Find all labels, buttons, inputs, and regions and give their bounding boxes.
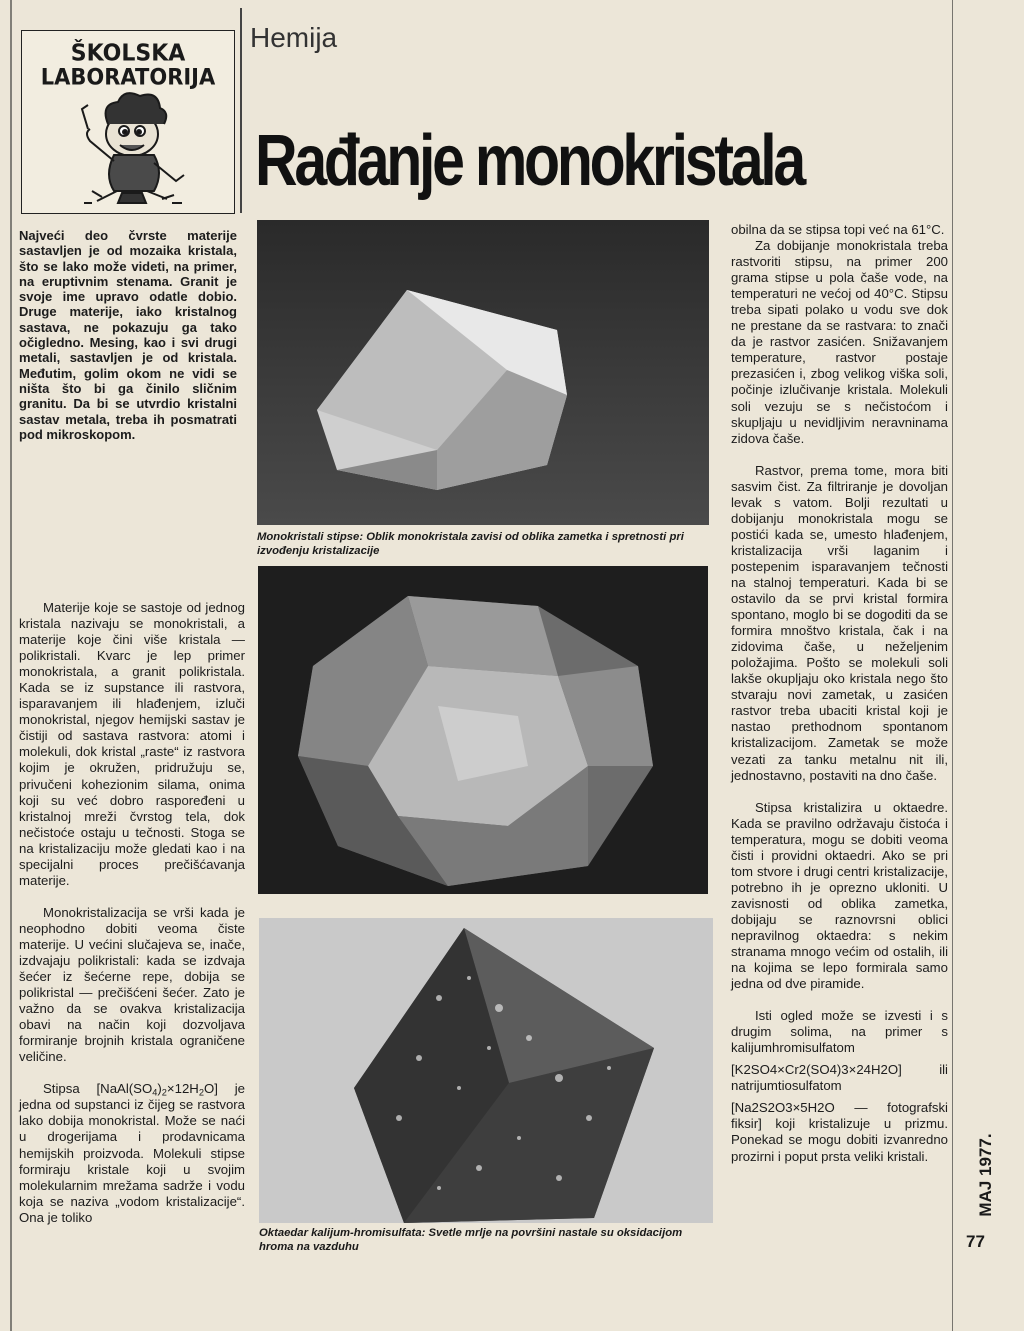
photo-alum-crystal-2 <box>258 566 708 894</box>
photo1-caption: Monokristali stipse: Oblik monokristala zavisi od oblika zametka i spretnosti pri izvođenju kristalizacije <box>257 531 684 557</box>
body-paragraph: Stipsa $[NaAl(SO_4)_2\times 12H_2O]$ je jedna od supstanci iz čijeg se rastvora lako dobija monokristal. Može se naći u drogerijama i prodavnicama hemijskih proizvoda. Molekuli stipse formiraju kristale koji u svojim molekularnim mrežama sadrže i vodu koja se naziva „vodom kristalizacije“. Ona je toliko <box>19 1081 245 1225</box>
body-paragraph: Monokristalizacija se vrši kada je neophodno dobiti veoma čiste materije. U većini slučajeva se, inače, izdvajaju polikristali: kada se izdvaja šećer iz šećerne repe, dobija se polikristal — prečišćeni šećer. Zato je važno da se ovakva kristalizacija obavi na način koji dozvoljava formiranje brojnih kristala ograničene veličine. <box>19 904 245 1065</box>
body-paragraph: Materije koje se sastoje od jednog kristala nazivaju se monokristali, a materije koje čini više kristala — polikristali. Kvarc je lep primer monokristala, a granit polikristala. Kada se iz supstance ili rastvora, isparavanjem ili hlađenjem, izluči monokristal, njegov hemijski sastav je čistiji od sastava rastvora: atomi i molekuli, dok kristal „raste“ iz rastvora kojim je okružen, pridružuju se, privučeni kohezionim silama, onima koji su već dobro raspoređeni u kristalnoj mreži čvrstog tela, dok nečistoće ostaju u tečnosti. Stoga se na kristalizaciju može gledati kao i na specijalni proces prečišćavanja materije. <box>19 600 245 888</box>
formula-paragraph: [K2SO4×Cr2(SO4)3×24H2O] ili natrijumtiosulfatom <box>731 1062 948 1094</box>
photo3-caption: Oktaedar kalijum-hromisulfata: Svetle mrlje na površini nastale su oksidacijom hroma na vazduhu <box>259 1227 683 1253</box>
body-paragraph: obilna da se stipsa topi već na 61°C. <box>731 222 945 237</box>
scientist-cartoon-icon <box>22 89 234 209</box>
article-lead <box>19 228 237 442</box>
page-number: 77 <box>966 1232 985 1251</box>
page-edge-right <box>952 0 953 1331</box>
section-label: Hemija <box>250 22 338 53</box>
body-paragraph: Isti ogled može se izvesti i s drugim solima, na primer s kalijumhromisulfatom <box>731 1008 948 1056</box>
header-divider <box>240 8 242 213</box>
logo-title-line2: LABORATORIJA <box>40 64 216 90</box>
right-body-column <box>731 222 948 1165</box>
left-body-column <box>19 600 245 1226</box>
body-paragraph: Stipsa kristalizira u oktaedre. Kada se pravilno održavaju čistoća i temperatura, mogu se dobiti veoma čisti i providni oktaedri. Ako se pri tom stvore i drugi centri kristalizacije, potrebno ih je oprezno ukloniti. U zavisnosti od oblika zametka, dobijaju se raznovrsni oblici nepravilnog oktaedra: s nekim stranama mnogo većim od ostalih, ili na kojima se lepo formirala samo jedna od dve piramide. <box>731 799 948 992</box>
body-paragraph: Za dobijanje monokristala treba rastvoriti stipsu, na primer 200 grama stipse u pola čaše vode, na temperaturi ne većoj od 40°C. Stipsu treba sipati polako u vodu sve dok ne prestane da se rastvara: to znači da je rastvor zasićen. Snižavanjem temperature, rastvor postaje prezasićen i, zbog velikog viška soli, počinje izlučivanje kristala. Molekuli soli vezuju se s nečistoćom i skupljaju u nevidljivim neravninama zidova čaše. <box>731 238 948 446</box>
photo-alum-crystal-1 <box>257 220 709 525</box>
article-title: Rađanje monokristala <box>255 121 803 201</box>
logo-title-line1: ŠKOLSKA <box>70 40 186 67</box>
body-paragraph: Rastvor, prema tome, mora biti sasvim čist. Za filtriranje je dovoljan levak s vatom. Bolji rezultati u dobijanju monokristala mogu se postići kada se, umesto hlađenjem, kristalizacija vrši laganim i postepenim isparavanjem tečnosti na stalnoj temperaturi. Kada bi se ostavilo da se prvi kristal formira spontano, moglo bi se dogoditi da se formira mnoštvo kristala, čak i na zidovima čaše, u neželjenim položajima. Pošto se molekuli soli lakše okupljaju oko kristala nego što stvaraju novi zametak, u zasićen rastvor treba ubaciti kristal koji je nastao prethodnom spontanom kristalizacijom. Zametak se može vezati za tanku metalnu nit ili, jednostavno, postaviti na dno čaše. <box>731 462 948 783</box>
photo-chrome-alum-octahedron <box>259 918 713 1223</box>
issue-date: MAJ 1977. <box>976 1133 995 1217</box>
page-edge-left <box>10 0 12 1331</box>
formula-paragraph: [Na2S2O3×5H2O — fotografski fiksir] koji kristalizuje u prizmu. Ponekad se mogu dobiti izvanredno prozirni i poput prsta veliki kristali. <box>731 1100 948 1164</box>
school-lab-logo <box>21 30 235 214</box>
lead-paragraph: Najveći deo čvrste materije sastavljen je od mozaika kristala, što se lako može videti, na primer, na eruptivnim stenama. Granit je svoje ime upravo odatle dobio. Druge materije, iako kristalnog sastava, ne pokazuju ga tako očigledno. Mesing, kao i svi drugi metali, sastavljen je od kristala. Međutim, golim okom ne vidi se ništa što bi ga činilo sličnim granitu. Da bi se utvrdio kristalni sastav metala, treba ih posmatrati pod mikroskopom. <box>19 228 237 442</box>
